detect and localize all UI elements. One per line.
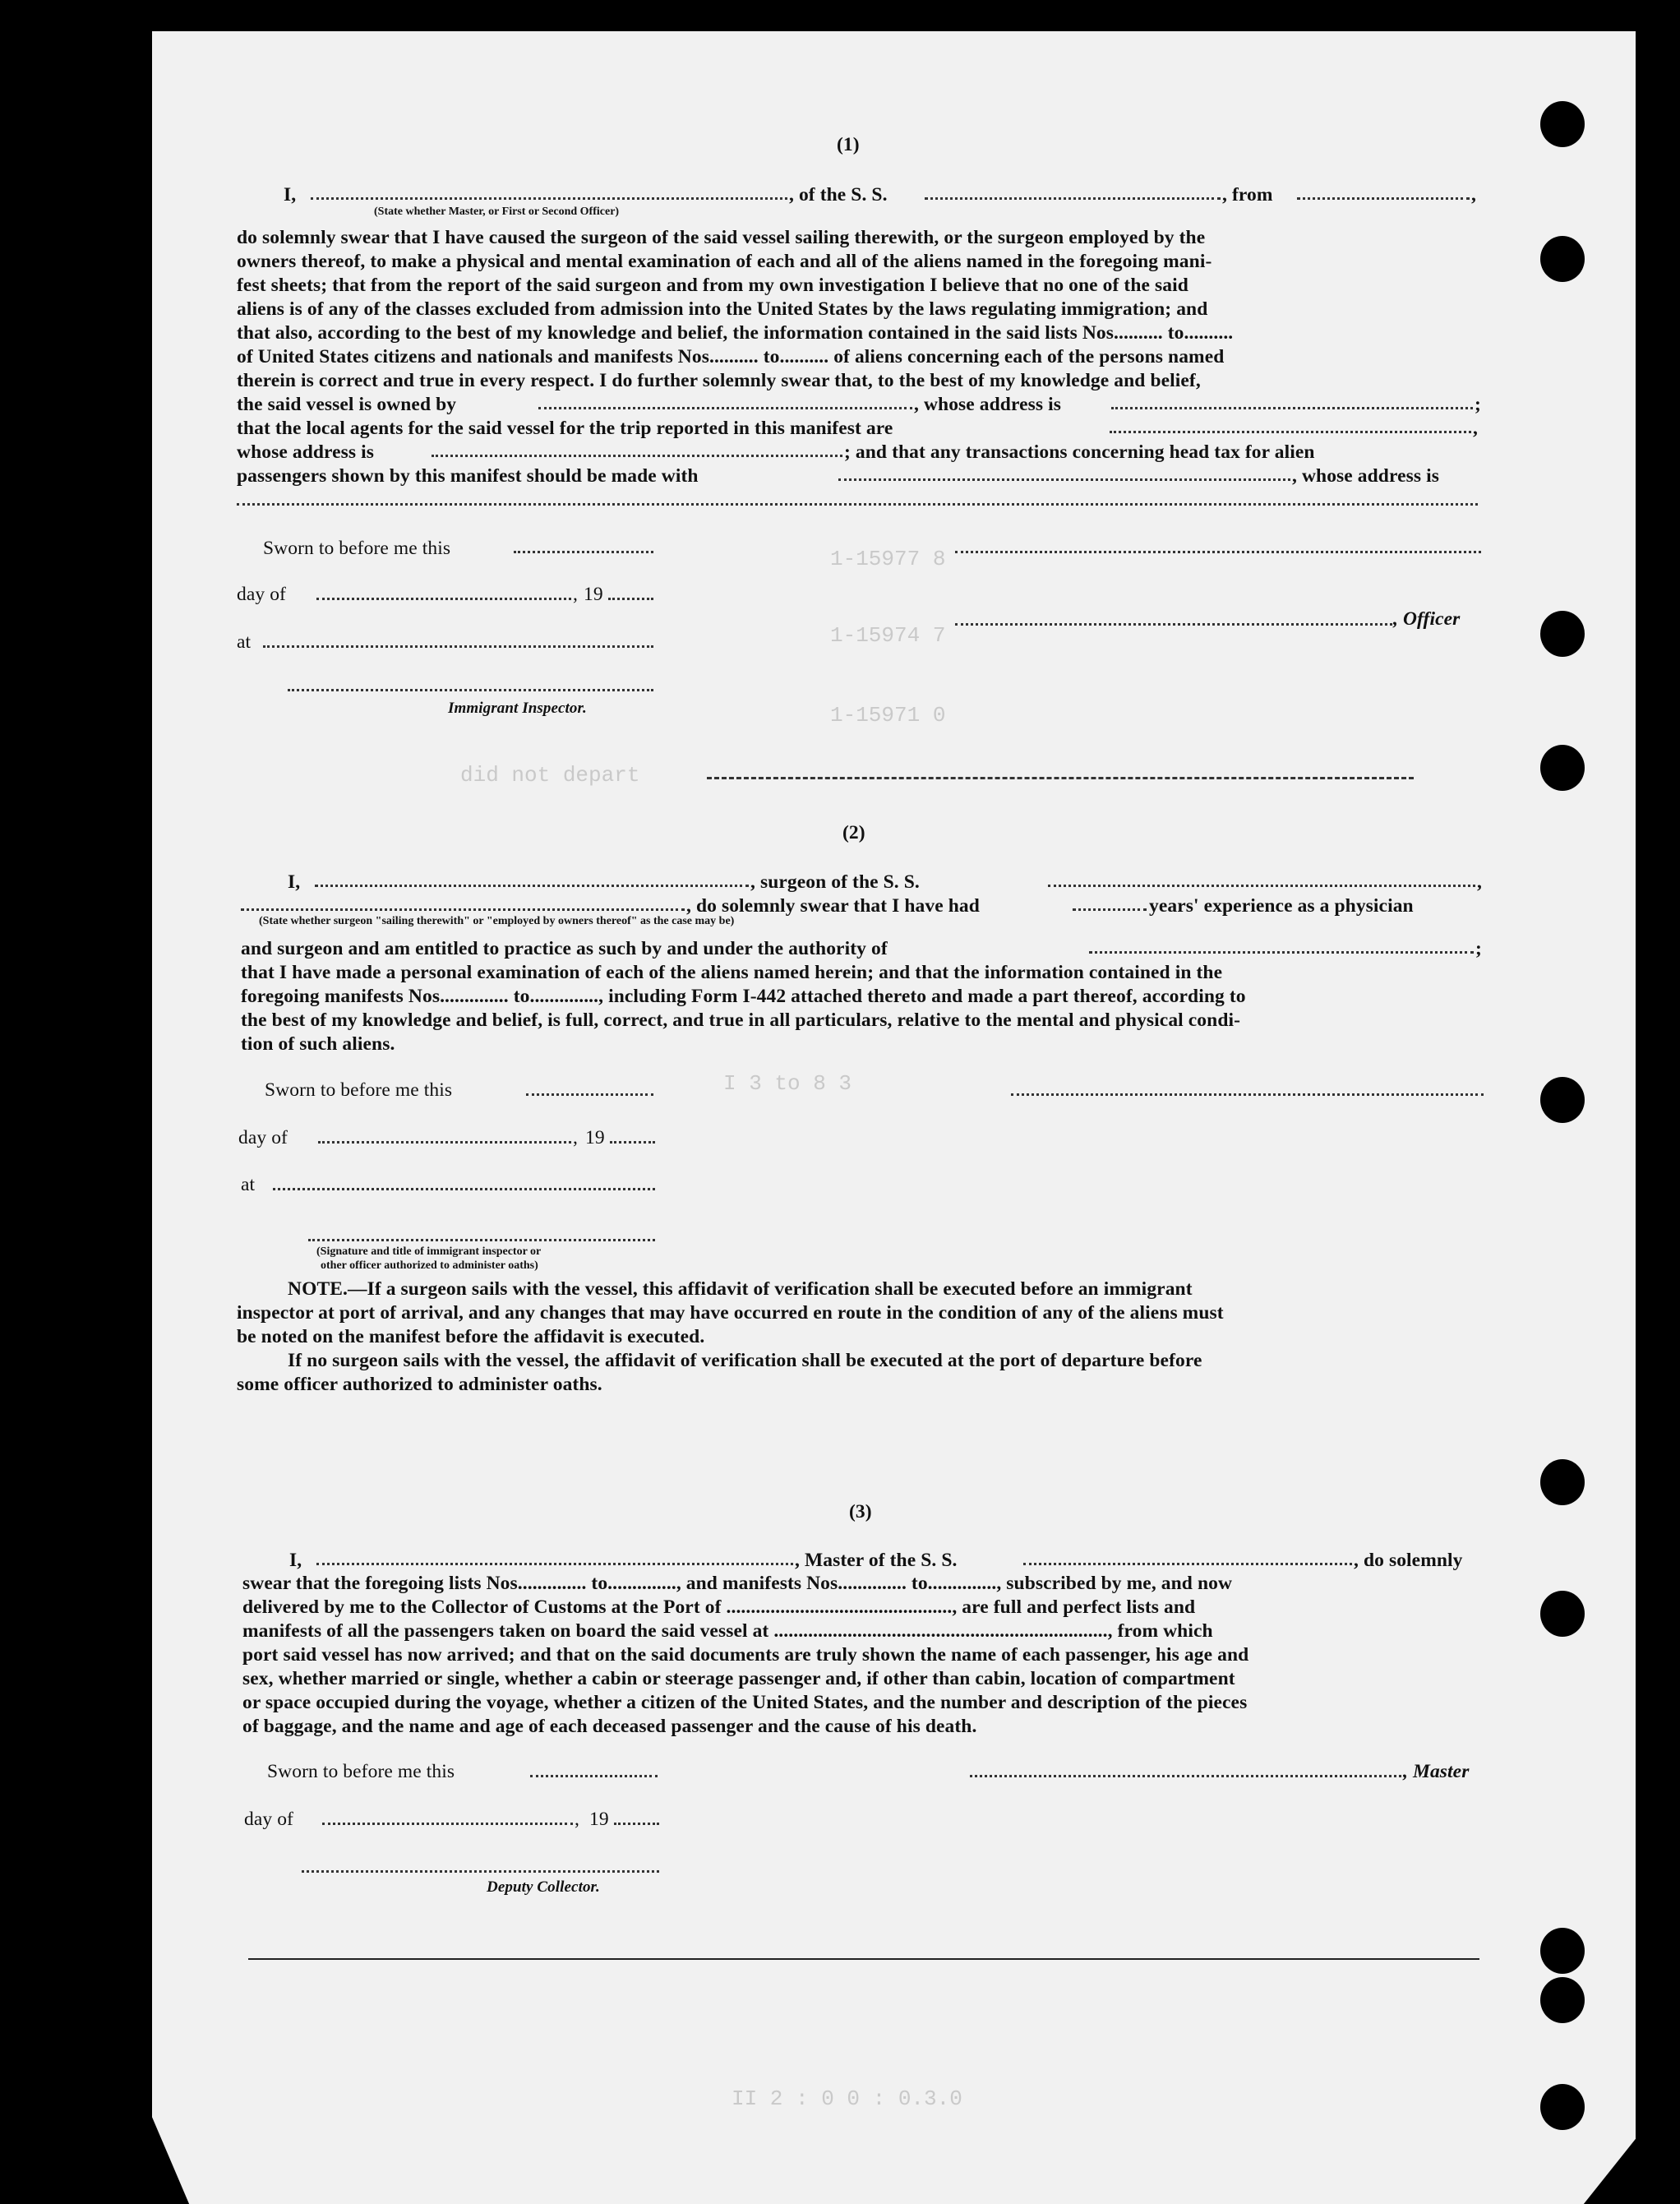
blank-line: [241, 908, 685, 911]
signature-caption: Deputy Collector.: [487, 1878, 600, 1896]
jurat-text: ,: [573, 1127, 578, 1148]
blank-line: [1110, 431, 1471, 433]
punch-hole: [1540, 1077, 1585, 1123]
bleed-through-text: II 2 : 0 0 : 0.3.0: [732, 2086, 962, 2111]
punch-hole: [1540, 101, 1585, 147]
jurat-text: ,: [575, 1809, 579, 1830]
oath-text: ,: [1473, 418, 1478, 439]
signature-line: [1011, 1093, 1484, 1096]
blank-line: [322, 1823, 573, 1825]
blank-line: [530, 1775, 658, 1777]
jurat-text: ,: [573, 584, 578, 605]
oath-text: I,: [289, 1550, 302, 1571]
jurat-text: Sworn to before me this: [265, 1079, 453, 1101]
punch-hole: [1540, 236, 1585, 282]
bleed-through-text: 1-15977 8: [830, 547, 946, 571]
blank-line: [925, 197, 1221, 200]
blank-line: [1048, 885, 1475, 887]
oath-text: the said vessel is owned by: [237, 394, 457, 415]
oath-text: , from: [1222, 184, 1273, 206]
bleed-through-text: 1-15971 0: [830, 703, 946, 728]
bottom-rule: [248, 1958, 1479, 1960]
blank-line: [311, 197, 787, 200]
oath-text: passengers shown by this manifest should be made with: [237, 465, 699, 487]
blank-line: [526, 1093, 653, 1096]
signature-line: [955, 623, 1392, 626]
blank-line: [263, 645, 653, 648]
signature-line: [302, 1870, 659, 1873]
jurat-text: at: [237, 631, 252, 653]
oath-text: , do solemnly swear that I have had: [686, 895, 980, 917]
jurat-text: 19: [585, 1127, 605, 1148]
section-number: (2): [842, 822, 865, 843]
signature-line: [288, 689, 653, 691]
oath-text: , of the S. S.: [789, 184, 888, 206]
oath-text: I,: [284, 184, 297, 206]
blank-line: [432, 455, 842, 457]
blank-line: [318, 1141, 571, 1144]
blank-line: [1089, 951, 1474, 954]
oath-text: , do solemnly: [1354, 1550, 1463, 1571]
punch-hole: [1540, 611, 1585, 657]
jurat-text: 19: [584, 584, 603, 605]
punch-hole: [1540, 1928, 1585, 1974]
blank-line: [316, 598, 571, 600]
signature-caption: other officer authorized to administer oaths): [321, 1259, 538, 1272]
punch-hole: [1540, 745, 1585, 791]
oath-text: I,: [288, 871, 301, 893]
blank-line: [614, 1823, 659, 1825]
oath-text: ;: [1475, 394, 1481, 415]
signature-line: [955, 551, 1481, 553]
signature-caption: , Master: [1403, 1761, 1470, 1782]
blank-line: [1073, 908, 1147, 911]
bleed-through-text: I 3 to 8 3: [723, 1071, 852, 1096]
oath-text: and surgeon and am entitled to practice as such by and under the authority of: [241, 938, 888, 959]
jurat-text: day of: [237, 584, 286, 605]
jurat-text: Sworn to before me this: [263, 538, 451, 559]
blank-line: [608, 598, 653, 600]
blank-line: [1297, 197, 1470, 200]
jurat-text: Sworn to before me this: [267, 1761, 455, 1782]
punch-hole: [1540, 1459, 1585, 1505]
signature-caption: Immigrant Inspector.: [448, 700, 587, 717]
signature-line: [308, 1239, 655, 1241]
punch-hole: [1540, 2084, 1585, 2130]
section-number: (1): [837, 134, 860, 155]
jurat-text: at: [241, 1174, 256, 1195]
oath-text: ,: [1477, 871, 1482, 893]
field-caption: (State whether Master, or First or Second Officer): [374, 206, 620, 218]
blank-line: [315, 885, 749, 887]
oath-text: ; and that any transactions concerning head tax for alien: [844, 441, 1315, 463]
blank-line: [1111, 407, 1473, 409]
separator-line: [707, 777, 1414, 779]
blank-line: [316, 1563, 793, 1565]
signature-line: [970, 1775, 1401, 1777]
punch-hole: [1540, 1977, 1585, 2023]
oath-text: ,: [1471, 184, 1476, 206]
blank-line: [538, 407, 912, 409]
jurat-text: 19: [589, 1809, 609, 1830]
blank-line: [514, 551, 653, 553]
bleed-through-text: 1-15974 7: [830, 623, 946, 648]
oath-text: years' experience as a physician: [1149, 895, 1414, 917]
signature-caption: (Signature and title of immigrant inspector or: [316, 1245, 542, 1258]
oath-text: , Master of the S. S.: [795, 1550, 958, 1571]
blank-line: [838, 478, 1290, 481]
bleed-through-text: did not depart: [460, 763, 640, 788]
section-number: (3): [849, 1501, 872, 1522]
blank-line: [273, 1188, 655, 1190]
blank-line: [237, 503, 1478, 506]
blank-line: [1023, 1563, 1352, 1565]
oath-text: , whose address is: [1292, 465, 1439, 487]
oath-text: that the local agents for the said vessel for the trip reported in this manifest are: [237, 418, 893, 439]
oath-text: , whose address is: [914, 394, 1061, 415]
oath-text: , surgeon of the S. S.: [750, 871, 920, 893]
blank-line: [610, 1141, 655, 1144]
oath-text: ;: [1475, 938, 1482, 959]
punch-hole: [1540, 1591, 1585, 1637]
signature-caption: , Officer: [1393, 608, 1461, 630]
jurat-text: day of: [244, 1809, 293, 1830]
jurat-text: day of: [238, 1127, 288, 1148]
field-caption: (State whether surgeon "sailing therewith" or "employed by owners thereof" as the case may be): [259, 915, 735, 927]
oath-text: whose address is: [237, 441, 375, 463]
